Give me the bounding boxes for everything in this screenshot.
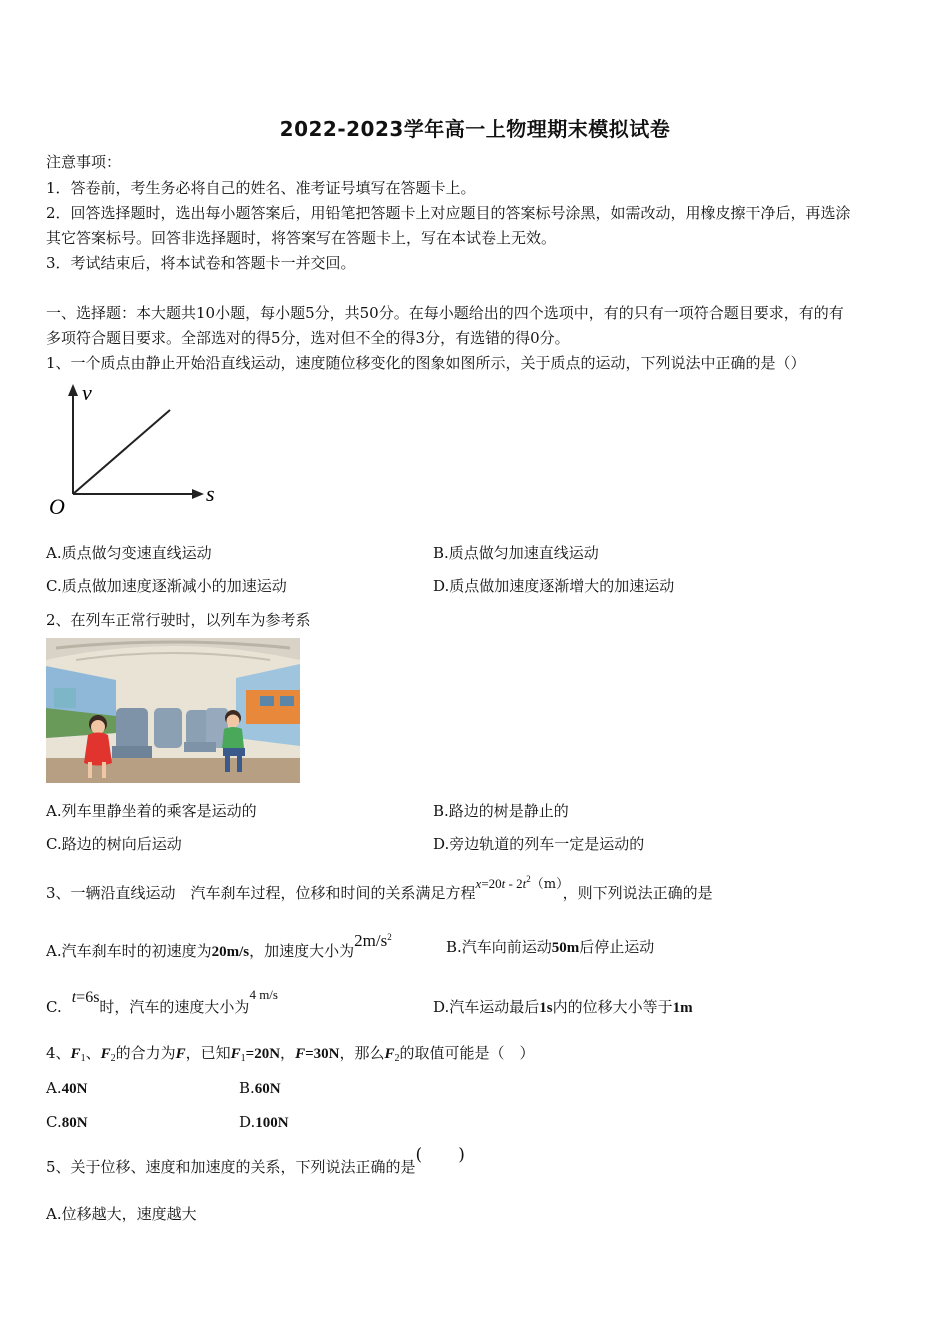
q5-stem: 5、关于位移、速度和加速度的关系，下列说法正确的是( ) bbox=[46, 1145, 465, 1176]
q1-option-b: B.质点做匀加速直线运动 bbox=[433, 544, 599, 562]
q4-option-c: C.80N bbox=[46, 1113, 88, 1131]
q1-option-c: C.质点做加速度逐渐减小的加速运动 bbox=[46, 577, 287, 595]
graph-origin-label: O bbox=[49, 494, 65, 519]
q2-option-a: A.列车里静坐着的乘客是运动的 bbox=[46, 802, 257, 820]
section-heading-line1: 一、选择题：本大题共10小题，每小题5分，共50分。在每小题给出的四个选项中，有的只有一项符合题目要求，有的有 bbox=[46, 304, 844, 322]
q2-option-c: C.路边的树向后运动 bbox=[46, 835, 182, 853]
graph-x-label: s bbox=[206, 481, 215, 506]
q1-stem: 1、一个质点由静止开始沿直线运动，速度随位移变化的图象如图所示，关于质点的运动，下列说法中正确的是（） bbox=[46, 354, 806, 372]
q1-option-a: A.质点做匀变速直线运动 bbox=[46, 544, 212, 562]
q4-stem: 4、$F_1$、$F_2$的合力为F，已知$F_1=20N$，F=30N，那么$F_2$的取值可能是（ ） bbox=[46, 1044, 535, 1064]
q4-option-d: D.100N bbox=[239, 1113, 289, 1131]
graph-x-arrow bbox=[192, 489, 204, 499]
section-heading-line2: 多项符合题目要求。全部选对的得5分，选对但不全的得3分，有选错的得0分。 bbox=[46, 329, 570, 347]
notice-heading: 注意事项： bbox=[46, 153, 122, 171]
graph-line bbox=[73, 410, 170, 494]
graph-y-arrow bbox=[68, 384, 78, 396]
q4-option-a: A.40N bbox=[46, 1079, 88, 1097]
graph-y-label: v bbox=[82, 380, 92, 405]
q3-option-a: A.汽车刹车时的初速度为20m/s，加速度大小为$2m/s^2$ bbox=[46, 931, 392, 960]
q1-vs-graph bbox=[44, 380, 234, 520]
notice-item-3: 3．考试结束后，将本试卷和答题卡一并交回。 bbox=[46, 254, 356, 272]
q2-option-d: D.旁边轨道的列车一定是运动的 bbox=[433, 835, 645, 853]
page-title: 2022-2023学年高一上物理期末模拟试卷 bbox=[279, 117, 671, 141]
q3-option-d: D.汽车运动最后1s内的位移大小等于1m bbox=[433, 998, 693, 1016]
q3-stem-a: 3、一辆沿直线运动 汽车刹车过程，位移和时间的关系满足方程 bbox=[46, 884, 476, 902]
q3-stem bbox=[46, 874, 713, 905]
q5-option-a: A.位移越大，速度越大 bbox=[46, 1205, 197, 1223]
q2-stem: 2、在列车正常行驶时，以列车为参考系 bbox=[46, 611, 311, 629]
q2-option-b: B.路边的树是静止的 bbox=[433, 802, 569, 820]
q3-option-c: C.t=6s时，汽车的速度大小为4 m/s bbox=[46, 987, 278, 1016]
q3-option-b: B.汽车向前运动50m后停止运动 bbox=[446, 938, 655, 956]
notice-item-1: 1．答卷前，考生务必将自己的姓名、准考证号填写在答题卡上。 bbox=[46, 179, 476, 197]
q1-option-d: D.质点做加速度逐渐增大的加速运动 bbox=[433, 577, 675, 595]
notice-item-2: 2．回答选择题时，选出每小题答案后，用铅笔把答题卡上对应题目的答案标号涂黑，如需改动，用橡皮擦干净后，再选涂 bbox=[46, 204, 851, 222]
q3-stem-b: ，则下列说法正确的是 bbox=[562, 884, 713, 902]
q4-option-b: B.60N bbox=[239, 1079, 281, 1097]
q2-train-interior-illustration bbox=[46, 638, 300, 783]
q3-formula: $x=20t - 2t^2(m)$ bbox=[475, 874, 563, 892]
notice-item-2-cont: 其它答案标号。回答非选择题时，将答案写在答题卡上，写在本试卷上无效。 bbox=[46, 229, 557, 247]
